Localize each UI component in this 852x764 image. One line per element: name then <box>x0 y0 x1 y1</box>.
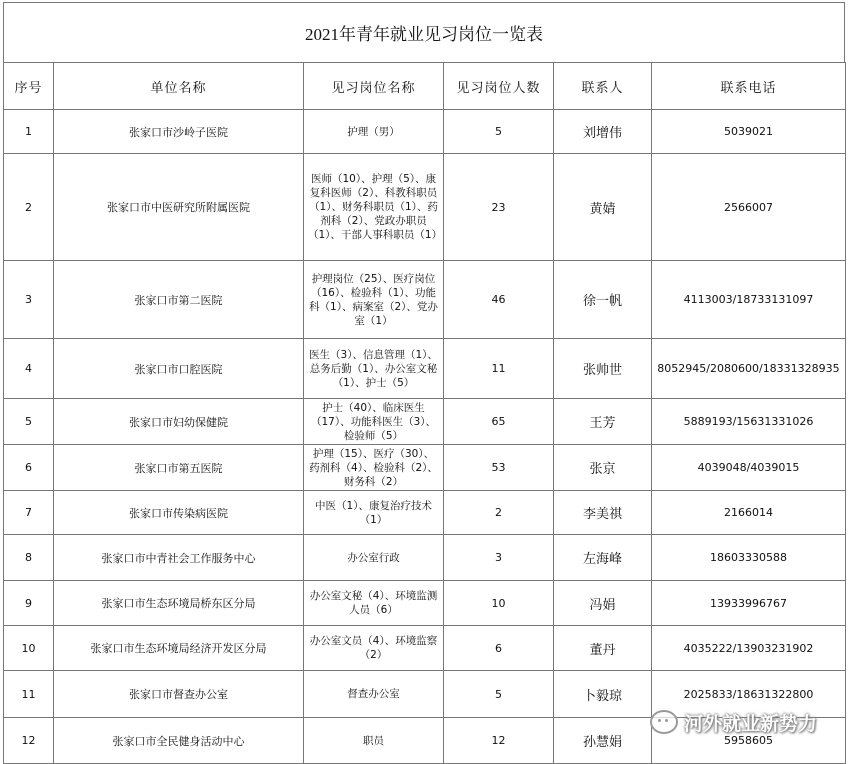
watermark <box>650 705 850 739</box>
unit-cell: 张家口市妇幼保健院 <box>54 399 304 445</box>
count-cell: 65 <box>444 399 554 445</box>
contact-cell: 黄婧 <box>554 154 652 261</box>
seq-cell: 2 <box>4 154 54 261</box>
contact-cell: 卜毅琼 <box>554 671 652 718</box>
seq-cell: 9 <box>4 581 54 626</box>
contact-cell: 徐一帆 <box>554 261 652 339</box>
unit-cell: 张家口市生态环境局桥东区分局 <box>54 581 304 626</box>
position-cell: 办公室文员（4）、环境监察（2） <box>304 626 444 671</box>
seq-cell: 11 <box>4 671 54 718</box>
position-cell: 办公室文秘（4）、环境监测人员（6） <box>304 581 444 626</box>
phone-cell: 2166014 <box>652 491 846 535</box>
header-phone: 联系电话 <box>652 63 846 110</box>
count-cell: 2 <box>444 491 554 535</box>
table-row <box>4 399 846 445</box>
table-row <box>4 535 846 581</box>
phone-cell: 18603330588 <box>652 535 846 581</box>
position-cell: 护士（40）、临床医生（17）、功能科医生（3）、检验师（5） <box>304 399 444 445</box>
table-row <box>4 445 846 491</box>
positions-table <box>3 62 846 764</box>
contact-cell: 刘增伟 <box>554 110 652 154</box>
position-cell: 护理（15）、医疗（30）、药剂科（4）、检验科（2）、财务科（2） <box>304 445 444 491</box>
table-row <box>4 261 846 339</box>
contact-cell: 董丹 <box>554 626 652 671</box>
position-cell: 职员 <box>304 718 444 764</box>
contact-cell: 冯娟 <box>554 581 652 626</box>
phone-cell: 2566007 <box>652 154 846 261</box>
phone-cell: 2025833/18631322800 <box>652 671 846 718</box>
header-contact: 联系人 <box>554 63 652 110</box>
count-cell: 53 <box>444 445 554 491</box>
header-position: 见习岗位名称 <box>304 63 444 110</box>
seq-cell: 10 <box>4 626 54 671</box>
count-cell: 5 <box>444 671 554 718</box>
seq-cell: 7 <box>4 491 54 535</box>
contact-cell: 张京 <box>554 445 652 491</box>
contact-cell: 张帅世 <box>554 339 652 399</box>
seq-cell: 3 <box>4 261 54 339</box>
header-row <box>4 63 846 110</box>
unit-cell: 张家口市第二医院 <box>54 261 304 339</box>
phone-cell: 4039048/4039015 <box>652 445 846 491</box>
contact-cell: 孙慧娟 <box>554 718 652 764</box>
header-unit: 单位名称 <box>54 63 304 110</box>
table-row <box>4 581 846 626</box>
seq-cell: 4 <box>4 339 54 399</box>
table-row <box>4 154 846 261</box>
unit-cell: 张家口市生态环境局经济开发区分局 <box>54 626 304 671</box>
watermark-text: 河外就业新势力 <box>684 712 818 735</box>
unit-cell: 张家口市中青社会工作服务中心 <box>54 535 304 581</box>
count-cell: 11 <box>444 339 554 399</box>
seq-cell: 5 <box>4 399 54 445</box>
phone-cell: 5039021 <box>652 110 846 154</box>
count-cell: 5 <box>444 110 554 154</box>
contact-cell: 左海峰 <box>554 535 652 581</box>
unit-cell: 张家口市沙岭子医院 <box>54 110 304 154</box>
position-cell: 护理岗位（25）、医疗岗位（16）、检验科（1）、功能科（1）、病案室（2）、党办室（1） <box>304 261 444 339</box>
count-cell: 23 <box>444 154 554 261</box>
position-cell: 办公室行政 <box>304 535 444 581</box>
phone-cell: 4035222/13903231902 <box>652 626 846 671</box>
table-row <box>4 491 846 535</box>
seq-cell: 1 <box>4 110 54 154</box>
count-cell: 6 <box>444 626 554 671</box>
position-cell: 医生（3）、信息管理（1）、总务后勤（1）、办公室文秘（1）、护士（5） <box>304 339 444 399</box>
header-count: 见习岗位人数 <box>444 63 554 110</box>
unit-cell: 张家口市中医研究所附属医院 <box>54 154 304 261</box>
phone-cell: 5889193/15631331026 <box>652 399 846 445</box>
seq-cell: 12 <box>4 718 54 764</box>
seq-cell: 6 <box>4 445 54 491</box>
unit-cell: 张家口市第五医院 <box>54 445 304 491</box>
contact-cell: 王芳 <box>554 399 652 445</box>
table-title: 2021年青年就业见习岗位一览表 <box>3 2 845 62</box>
unit-cell: 张家口市全民健身活动中心 <box>54 718 304 764</box>
wechat-icon <box>650 710 678 734</box>
table-row <box>4 339 846 399</box>
contact-cell: 李美祺 <box>554 491 652 535</box>
table-row <box>4 110 846 154</box>
seq-cell: 8 <box>4 535 54 581</box>
position-cell: 医师（10）、护理（5）、康复科医师（2）、科教科职员（1）、财务科职员（1）、药剂科（2）、党政办职员（1）、干部人事科职员（1） <box>304 154 444 261</box>
table-row <box>4 626 846 671</box>
header-seq: 序号 <box>4 63 54 110</box>
phone-cell: 13933996767 <box>652 581 846 626</box>
count-cell: 3 <box>444 535 554 581</box>
position-cell: 中医（1）、康复治疗技术（1） <box>304 491 444 535</box>
count-cell: 10 <box>444 581 554 626</box>
position-cell: 护理（男） <box>304 110 444 154</box>
unit-cell: 张家口市传染病医院 <box>54 491 304 535</box>
unit-cell: 张家口市口腔医院 <box>54 339 304 399</box>
phone-cell: 4113003/18733131097 <box>652 261 846 339</box>
phone-cell: 5958605 <box>652 718 846 764</box>
count-cell: 12 <box>444 718 554 764</box>
count-cell: 46 <box>444 261 554 339</box>
phone-cell: 8052945/2080600/18331328935 <box>652 339 846 399</box>
position-cell: 督查办公室 <box>304 671 444 718</box>
unit-cell: 张家口市督查办公室 <box>54 671 304 718</box>
